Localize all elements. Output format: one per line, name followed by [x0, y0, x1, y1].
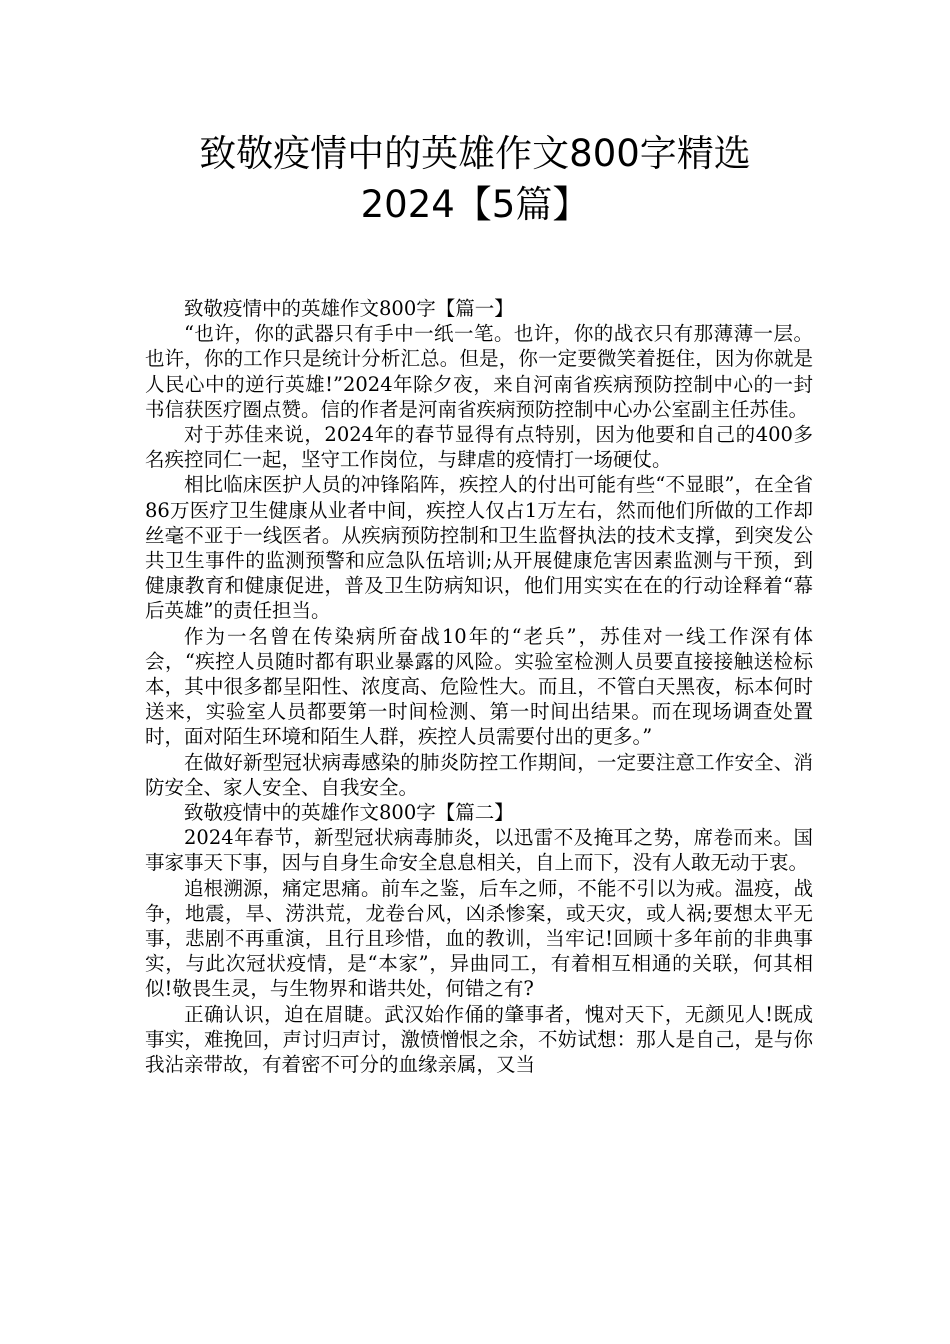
- body-paragraph: 作为一名曾在传染病所奋战10年的“老兵”，苏佳对一线工作深有体会，“疾控人员随时都有职业暴露的风险。实验室检测人员要直接接触送检标本，其中很多都呈阳性、浓度高、危险性大。而且，不管白天黑夜，标本何时送来，实验室人员都要第一时间检测、第一时间出结果。而在现场调查处置时，面对陌生环境和陌生人群，疾控人员需要付出的更多。”: [145, 624, 813, 749]
- body-paragraph: 相比临床医护人员的冲锋陷阵，疾控人的付出可能有些“不显眼”，在全省86万医疗卫生健康从业者中间，疾控人仅占1万左右，然而他们所做的工作却丝毫不亚于一线医者。从疾病预防控制和卫生监督执法的技术支撑，到突发公共卫生事件的监测预警和应急队伍培训;从开展健康危害因素监测与干预，到健康教育和健康促进，普及卫生防病知识，他们用实实在在的行动诠释着“幕后英雄”的责任担当。: [145, 473, 813, 623]
- section-heading-1: 致敬疫情中的英雄作文800字【篇一】: [184, 297, 514, 320]
- title-line-2: 2024【5篇】: [360, 183, 590, 226]
- document-body: [145, 296, 813, 1077]
- body-paragraph: 2024年春节，新型冠状病毒肺炎，以迅雷不及掩耳之势，席卷而来。国事家事天下事，因与自身生命安全息息相关，自上而下，没有人敢无动于衷。: [145, 826, 813, 875]
- body-paragraph: 追根溯源，痛定思痛。前车之鉴，后车之师，不能不引以为戒。温疫，战争，地震，旱、涝洪荒，龙卷台风，凶杀惨案，或天灾，或人祸;要想太平无事，悲剧不再重演，且行且珍惜，血的教训，当牢记!回顾十多年前的非典事实，与此次冠状疫情，是“本家”，异曲同工，有着相互相通的关联，何其相似!敬畏生灵，与生物界和谐共处，何错之有?: [145, 876, 813, 1001]
- body-paragraph: 在做好新型冠状病毒感染的肺炎防控工作期间，一定要注意工作安全、消防安全、家人安全、自我安全。: [145, 750, 813, 799]
- body-paragraph: 对于苏佳来说，2024年的春节显得有点特别，因为他要和自己的400多名疾控同仁一起，坚守工作岗位，与肆虐的疫情打一场硬仗。: [145, 423, 813, 472]
- body-paragraph: 正确认识，迫在眉睫。武汉始作俑的肇事者，愧对天下，无颜见人!既成事实，难挽回，声讨归声讨，激愤憎恨之余，不妨试想：那人是自己，是与你我沾亲带故，有着密不可分的血缘亲属，又当: [145, 1002, 813, 1077]
- section-heading-2: 致敬疫情中的英雄作文800字【篇二】: [184, 801, 514, 825]
- title-line-1: 致敬疫情中的英雄作文800字精选: [199, 132, 751, 175]
- body-paragraph: “也许，你的武器只有手中一纸一笔。也许，你的战衣只有那薄薄一层。也许，你的工作只是统计分析汇总。但是，你一定要微笑着挺住，因为你就是人民心中的逆行英雄!”2024年除夕夜，来自河南省疾病预防控制中心的一封书信获医疗圈点赞。信的作者是河南省疾病预防控制中心办公室副主任苏佳。: [145, 322, 813, 421]
- document-title: [0, 128, 950, 230]
